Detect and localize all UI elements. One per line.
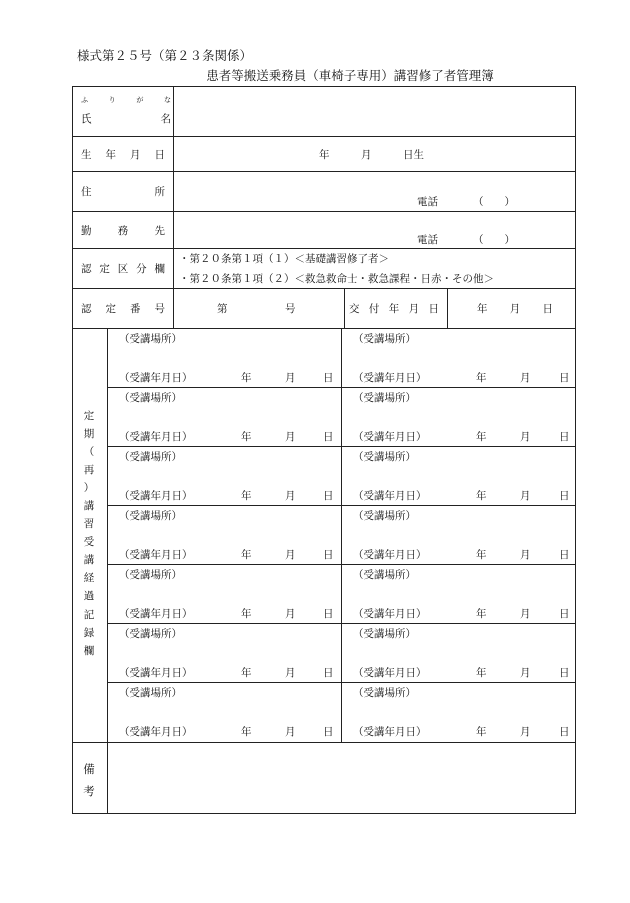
cert-number-suffix: 号 [285,303,296,315]
record-date-month: 月 [520,372,531,384]
record-date-label: （受講年月日） [119,372,193,384]
record-date-label: （受講年月日） [119,549,193,561]
name-field[interactable] [175,89,573,134]
record-cell[interactable] [343,505,575,563]
record-date-day: 日 [323,667,334,679]
record-cell[interactable] [343,564,575,622]
record-place-label: （受講場所） [353,333,416,345]
remarks-field[interactable] [109,744,573,812]
registry-form [72,86,576,814]
furigana-label: ふ り が な [81,96,171,104]
record-place-label: （受講場所） [119,569,182,581]
record-cell[interactable] [109,446,341,504]
record-date-year: 年 [476,372,487,384]
workplace-label: 勤 務 先 [81,225,165,237]
record-date-year: 年 [476,667,487,679]
record-date-day: 日 [323,490,334,502]
record-date-day: 日 [323,549,334,561]
record-place-label: （受講場所） [119,628,182,640]
record-date-month: 月 [285,431,296,443]
record-cell[interactable] [109,387,341,445]
record-place-label: （受講場所） [119,510,182,522]
record-date-month: 月 [285,608,296,620]
records-section-label: 定 期 （ 再 ） 講 習 受 講 経 過 記 録 欄 [83,410,95,657]
name-label: 氏 名 [81,113,171,125]
record-date-month: 月 [520,608,531,620]
record-cell[interactable] [109,623,341,681]
category-option-basic[interactable]: ・第２０条第１項（１）＜基礎講習修了者＞ [179,253,389,265]
record-date-label: （受講年月日） [353,667,427,679]
record-date-day: 日 [323,608,334,620]
record-cell[interactable] [343,682,575,740]
record-date-month: 月 [285,667,296,679]
record-date-day: 日 [559,372,570,384]
record-date-day: 日 [559,608,570,620]
category-option-advanced[interactable]: ・第２０条第１項（２）＜救急救命士・救急課程・日赤・その他＞ [179,273,494,285]
record-date-day: 日 [559,490,570,502]
record-date-label: （受講年月日） [353,372,427,384]
record-date-year: 年 [241,490,252,502]
record-date-day: 日 [559,431,570,443]
record-date-month: 月 [520,431,531,443]
record-date-label: （受講年月日） [119,608,193,620]
record-date-day: 日 [559,667,570,679]
address-phone-label: 電話 [417,196,438,208]
record-date-day: 日 [559,549,570,561]
record-date-label: （受講年月日） [353,608,427,620]
form-title: 患者等搬送乗務員（車椅子専用）講習修了者管理簿 [206,68,494,83]
record-cell[interactable] [109,564,341,622]
record-date-month: 月 [520,490,531,502]
record-place-label: （受講場所） [119,333,182,345]
record-date-year: 年 [241,726,252,738]
record-date-year: 年 [241,608,252,620]
issue-date-field[interactable]: 年 月 日 [477,303,553,315]
record-cell[interactable] [343,446,575,504]
workplace-phone-label: 電話 [417,234,438,246]
record-date-year: 年 [476,608,487,620]
record-place-label: （受講場所） [353,628,416,640]
record-cell[interactable] [109,505,341,563]
record-place-label: （受講場所） [353,569,416,581]
record-place-label: （受講場所） [119,451,182,463]
category-label: 認 定 区 分 欄 [81,263,165,275]
remarks-label: 備 考 [83,762,95,798]
record-date-day: 日 [323,726,334,738]
record-place-label: （受講場所） [119,392,182,404]
record-date-year: 年 [476,549,487,561]
record-cell[interactable] [343,623,575,681]
record-date-month: 月 [285,372,296,384]
record-date-day: 日 [323,372,334,384]
address-label: 住 所 [81,186,165,198]
birth-date-field[interactable]: 年 月 日生 [319,149,424,161]
record-date-year: 年 [241,667,252,679]
record-date-month: 月 [520,667,531,679]
record-place-label: （受講場所） [353,451,416,463]
record-date-label: （受講年月日） [119,726,193,738]
record-date-label: （受講年月日） [119,667,193,679]
record-date-month: 月 [285,726,296,738]
record-date-label: （受講年月日） [119,431,193,443]
record-date-label: （受講年月日） [353,431,427,443]
workplace-phone-field[interactable]: （ ） [473,234,515,246]
record-cell[interactable] [109,328,341,386]
record-date-year: 年 [476,431,487,443]
record-date-year: 年 [241,549,252,561]
record-date-year: 年 [476,726,487,738]
record-date-month: 月 [520,726,531,738]
record-date-day: 日 [559,726,570,738]
record-cell[interactable] [343,387,575,445]
record-date-day: 日 [323,431,334,443]
record-date-label: （受講年月日） [353,549,427,561]
record-place-label: （受講場所） [353,392,416,404]
record-place-label: （受講場所） [353,687,416,699]
form-number: 様式第２５号（第２３条関係） [77,48,253,63]
record-date-year: 年 [241,431,252,443]
record-place-label: （受講場所） [119,687,182,699]
record-date-year: 年 [241,372,252,384]
cert-number-prefix: 第 [217,303,228,315]
record-place-label: （受講場所） [353,510,416,522]
birth-date-label: 生 年 月 日 [81,149,165,161]
address-phone-field[interactable]: （ ） [473,196,515,208]
cert-number-label: 認 定 番 号 [81,303,165,315]
record-date-month: 月 [520,549,531,561]
record-date-month: 月 [285,549,296,561]
record-date-month: 月 [285,490,296,502]
record-date-year: 年 [476,490,487,502]
record-date-label: （受講年月日） [353,490,427,502]
record-date-label: （受講年月日） [353,726,427,738]
record-cell[interactable] [109,682,341,740]
record-cell[interactable] [343,328,575,386]
issue-date-label: 交 付 年 月 日 [349,303,439,315]
record-date-label: （受講年月日） [119,490,193,502]
